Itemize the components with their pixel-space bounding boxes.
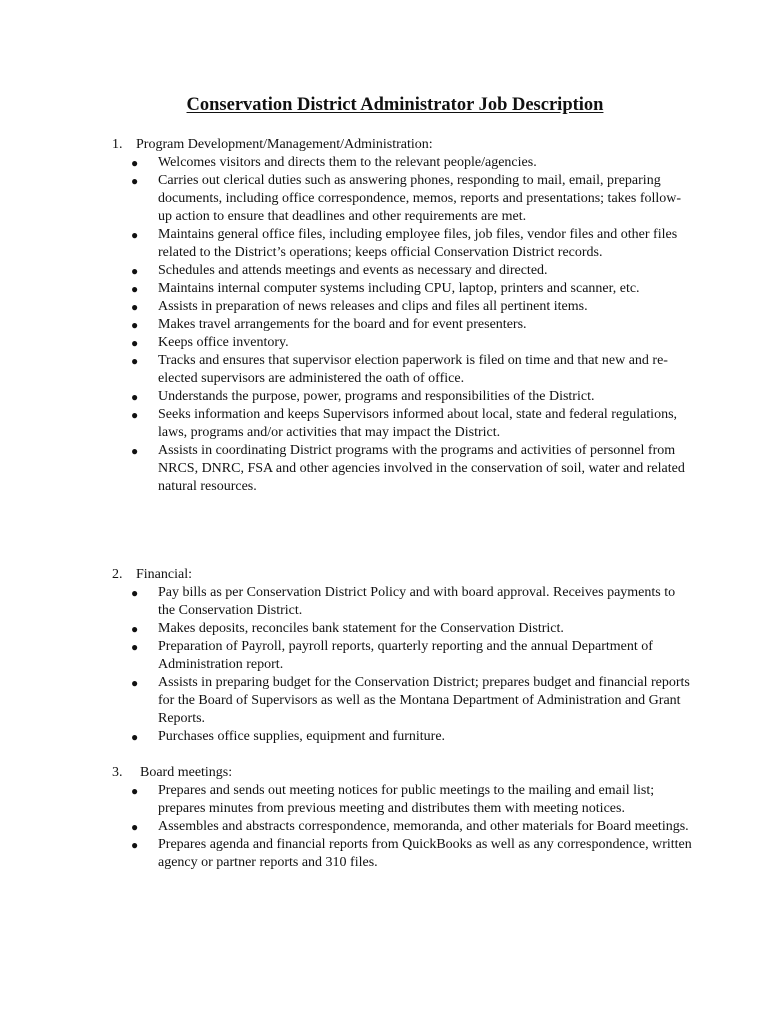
section-heading (112, 566, 692, 584)
list-item (112, 584, 692, 620)
list-item (112, 280, 692, 298)
list-item-text: Assists in preparation of news releases and clips and files all pertinent items. (158, 299, 588, 314)
document-title: Conservation District Administrator Job Description (186, 95, 604, 115)
section-heading (112, 764, 692, 782)
duty-list (112, 782, 692, 872)
list-item-text: Keeps office inventory. (158, 335, 289, 350)
bullet-icon: ● (131, 354, 139, 368)
section-program-development (112, 136, 692, 496)
bullet-icon: ● (131, 586, 139, 600)
section-number: 3. (112, 765, 123, 780)
list-item-text: Carries out clerical duties such as answering phones, responding to mail, email, preparing documents, including office correspondence, memos, reports and presentations; takes follow-up action to ensure that deadlines and other requirements are met. (158, 173, 682, 224)
list-item-text: Assembles and abstracts correspondence, memoranda, and other materials for Board meetings. (158, 819, 689, 834)
list-item (112, 836, 692, 872)
list-item (112, 154, 692, 172)
list-item (112, 334, 692, 352)
section-number: 2. (112, 567, 123, 582)
list-item-text: Maintains internal computer systems including CPU, laptop, printers and scanner, etc. (158, 281, 640, 296)
list-item (112, 352, 692, 388)
list-item (112, 406, 692, 442)
bullet-icon: ● (131, 676, 139, 690)
list-item-text: Understands the purpose, power, programs and responsibilities of the District. (158, 389, 595, 404)
section-financial (112, 566, 692, 746)
list-item-text: Preparation of Payroll, payroll reports, quarterly reporting and the annual Department of Administration report. (158, 639, 653, 672)
bullet-icon: ● (131, 408, 139, 422)
bullet-icon: ● (131, 282, 139, 296)
duty-list (112, 584, 692, 746)
list-item (112, 620, 692, 638)
bullet-icon: ● (131, 318, 139, 332)
bullet-icon: ● (131, 174, 139, 188)
bullet-icon: ● (131, 784, 139, 798)
section-title: Program Development/Management/Administration: (136, 137, 433, 152)
section-board-meetings (112, 764, 692, 872)
list-item (112, 728, 692, 746)
list-item (112, 782, 692, 818)
duty-list (112, 154, 692, 496)
list-item-text: Welcomes visitors and directs them to the relevant people/agencies. (158, 155, 537, 170)
bullet-icon: ● (131, 622, 139, 636)
bullet-icon: ● (131, 838, 139, 852)
list-item (112, 638, 692, 674)
list-item-text: Makes travel arrangements for the board and for event presenters. (158, 317, 527, 332)
list-item-text: Schedules and attends meetings and events as necessary and directed. (158, 263, 548, 278)
list-item (112, 226, 692, 262)
list-item-text: Seeks information and keeps Supervisors informed about local, state and federal regulations, laws, programs and/or activities that may impact the District. (158, 407, 678, 440)
list-item (112, 442, 692, 496)
list-item (112, 388, 692, 406)
bullet-icon: ● (131, 228, 139, 242)
bullet-icon: ● (131, 820, 139, 834)
section-title: Board meetings: (140, 765, 233, 780)
list-item-text: Maintains general office files, including employee files, job files, vendor files and other files related to the District’s operations; keeps official Conservation District records. (158, 227, 678, 260)
section-title: Financial: (136, 567, 192, 582)
list-item-text: Pay bills as per Conservation District Policy and with board approval. Receives payments to the Conservation District. (158, 585, 676, 618)
list-item (112, 172, 692, 226)
section-heading (112, 136, 692, 154)
list-item (112, 298, 692, 316)
list-item-text: Prepares and sends out meeting notices for public meetings to the mailing and email list; prepares minutes from previous meeting and distributes them with meeting notices. (158, 783, 655, 816)
list-item-text: Assists in coordinating District programs with the programs and activities of personnel from NRCS, DNRC, FSA and other agencies involved in the conservation of soil, water and related natural resources. (158, 443, 685, 494)
list-item-text: Makes deposits, reconciles bank statement for the Conservation District. (158, 621, 564, 636)
list-item-text: Purchases office supplies, equipment and furniture. (158, 729, 446, 744)
list-item (112, 818, 692, 836)
list-item-text: Tracks and ensures that supervisor election paperwork is filed on time and that new and re-elected supervisors are administered the oath of office. (158, 353, 668, 386)
list-item (112, 674, 692, 728)
list-item (112, 316, 692, 334)
bullet-icon: ● (131, 156, 139, 170)
bullet-icon: ● (131, 444, 139, 458)
list-item (112, 262, 692, 280)
bullet-icon: ● (131, 730, 139, 744)
bullet-icon: ● (131, 640, 139, 654)
list-item-text: Assists in preparing budget for the Conservation District; prepares budget and financial reports for the Board of Supervisors as well as the Montana Department of Administration and Grant Reports. (158, 675, 690, 726)
bullet-icon: ● (131, 390, 139, 404)
list-item-text: Prepares agenda and financial reports from QuickBooks as well as any correspondence, written agency or partner reports and 310 files. (158, 837, 692, 870)
bullet-icon: ● (131, 336, 139, 350)
bullet-icon: ● (131, 300, 139, 314)
bullet-icon: ● (131, 264, 139, 278)
section-number: 1. (112, 137, 123, 152)
